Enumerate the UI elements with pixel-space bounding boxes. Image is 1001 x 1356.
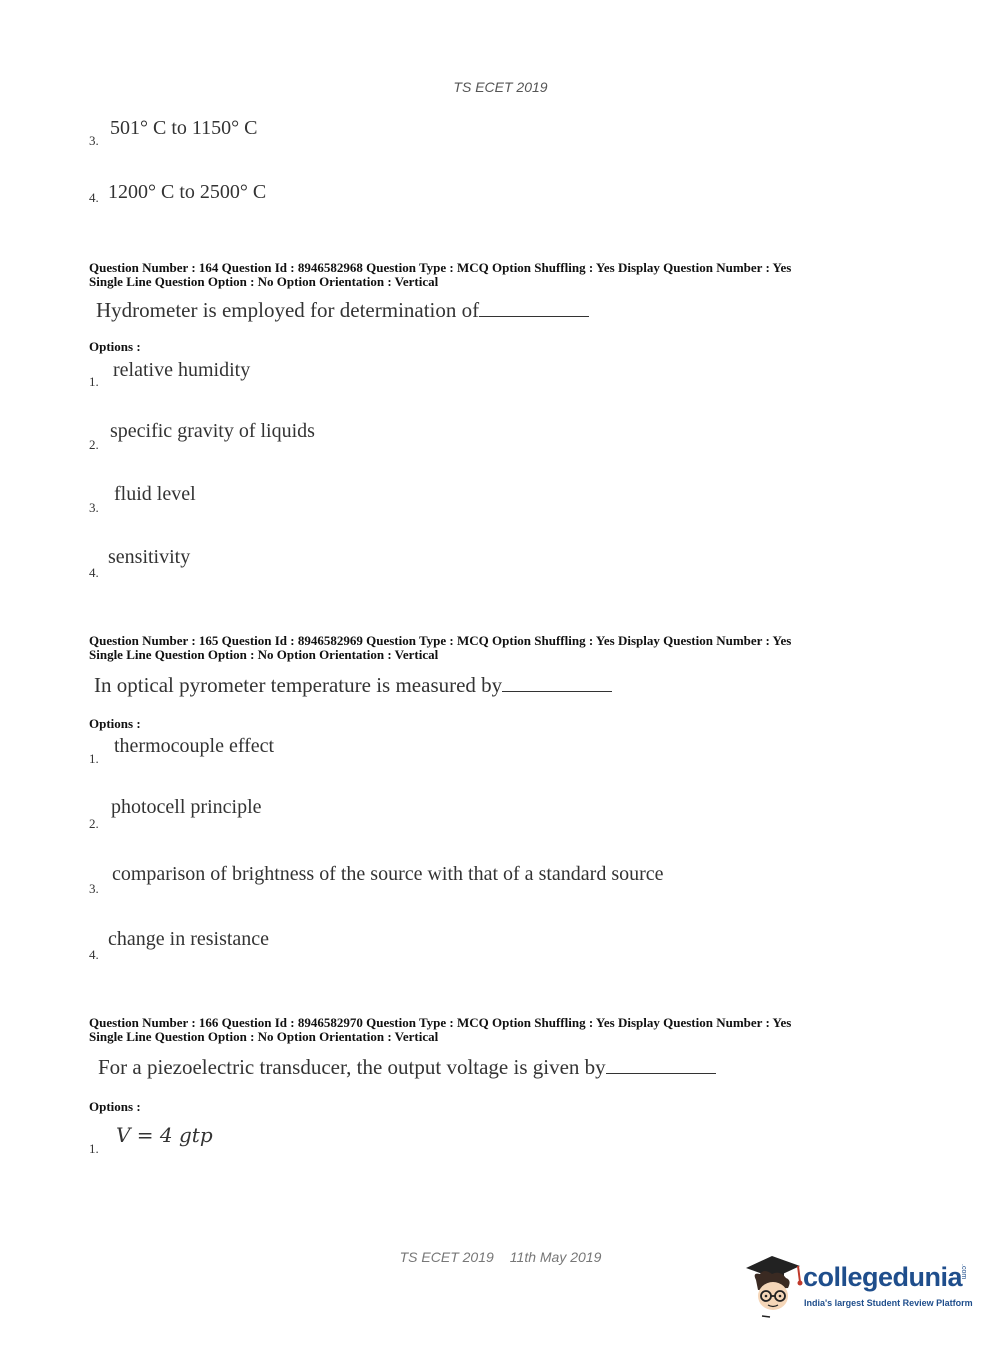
q164-option-1-text: relative humidity [113, 359, 251, 381]
brand-name: collegedunia [803, 1262, 963, 1292]
q165-option-4-number: 4. [89, 947, 99, 962]
q165-option-4-text: change in resistance [108, 928, 270, 950]
mascot-icon [742, 1250, 804, 1320]
prev-option-3-text: 501° C to 1150° C [110, 117, 258, 139]
q164-question-text-row [96, 298, 589, 323]
prev-option-3-number: 3. [89, 133, 99, 148]
q164-option-4-number: 4. [89, 565, 99, 580]
q165-meta-line2: Single Line Question Option : No Option Orientation : Vertical [89, 647, 439, 662]
prev-option-4-number: 4. [89, 190, 99, 205]
prev-option-4-text: 1200° C to 2500° C [108, 181, 267, 203]
brand-dotcom: .com [960, 1264, 967, 1280]
q165-option-2-number: 2. [89, 816, 99, 831]
q166-option-1-number: 1. [89, 1141, 99, 1156]
page-header-title: TS ECET 2019 [453, 79, 548, 95]
brand-tagline: India's largest Student Review Platform [804, 1298, 973, 1308]
q166-option-1-formula: V = 4 gtp [116, 1123, 213, 1147]
q166-meta-line1: Question Number : 166 Question Id : 8946582970 Question Type : MCQ Option Shuffling : Yes Display Question Number : Yes [89, 1015, 792, 1030]
q165-option-1-text: thermocouple effect [114, 735, 275, 757]
q165-question-text: In optical pyrometer temperature is measured by [94, 673, 503, 697]
q164-option-3-text: fluid level [114, 483, 196, 505]
q166-options-label: Options : [89, 1099, 141, 1114]
q165-meta-line1: Question Number : 165 Question Id : 8946582969 Question Type : MCQ Option Shuffling : Yes Display Question Number : Yes [89, 633, 792, 648]
q165-options-label: Options : [89, 716, 141, 731]
q164-meta-line2: Single Line Question Option : No Option Orientation : Vertical [89, 274, 439, 289]
q164-option-4-text: sensitivity [108, 546, 191, 568]
q164-option-1-number: 1. [89, 374, 99, 389]
footer-date: 11th May 2019 [509, 1249, 602, 1265]
q164-answer-blank [479, 316, 589, 317]
q164-question-text: Hydrometer is employed for determination of [96, 298, 480, 322]
q166-answer-blank [606, 1073, 716, 1074]
q165-option-3-text: comparison of brightness of the source with that of a standard source [112, 863, 664, 885]
q165-option-3-number: 3. [89, 881, 99, 896]
q164-option-3-number: 3. [89, 500, 99, 515]
footer-exam: TS ECET 2019 [399, 1249, 494, 1265]
q164-option-2-number: 2. [89, 437, 99, 452]
collegedunia-logo [742, 1250, 972, 1320]
q165-answer-blank [502, 691, 612, 692]
q166-meta-line2: Single Line Question Option : No Option Orientation : Vertical [89, 1029, 439, 1044]
q165-question-text-row [94, 673, 612, 698]
q164-options-label: Options : [89, 339, 141, 354]
q164-meta-line1: Question Number : 164 Question Id : 8946582968 Question Type : MCQ Option Shuffling : Yes Display Question Number : Yes [89, 260, 792, 275]
q166-question-text: For a piezoelectric transducer, the output voltage is given by [98, 1055, 606, 1079]
q166-question-text-row [98, 1055, 716, 1080]
q165-option-1-number: 1. [89, 751, 99, 766]
q165-option-2-text: photocell principle [111, 796, 262, 818]
q164-option-2-text: specific gravity of liquids [110, 420, 315, 442]
